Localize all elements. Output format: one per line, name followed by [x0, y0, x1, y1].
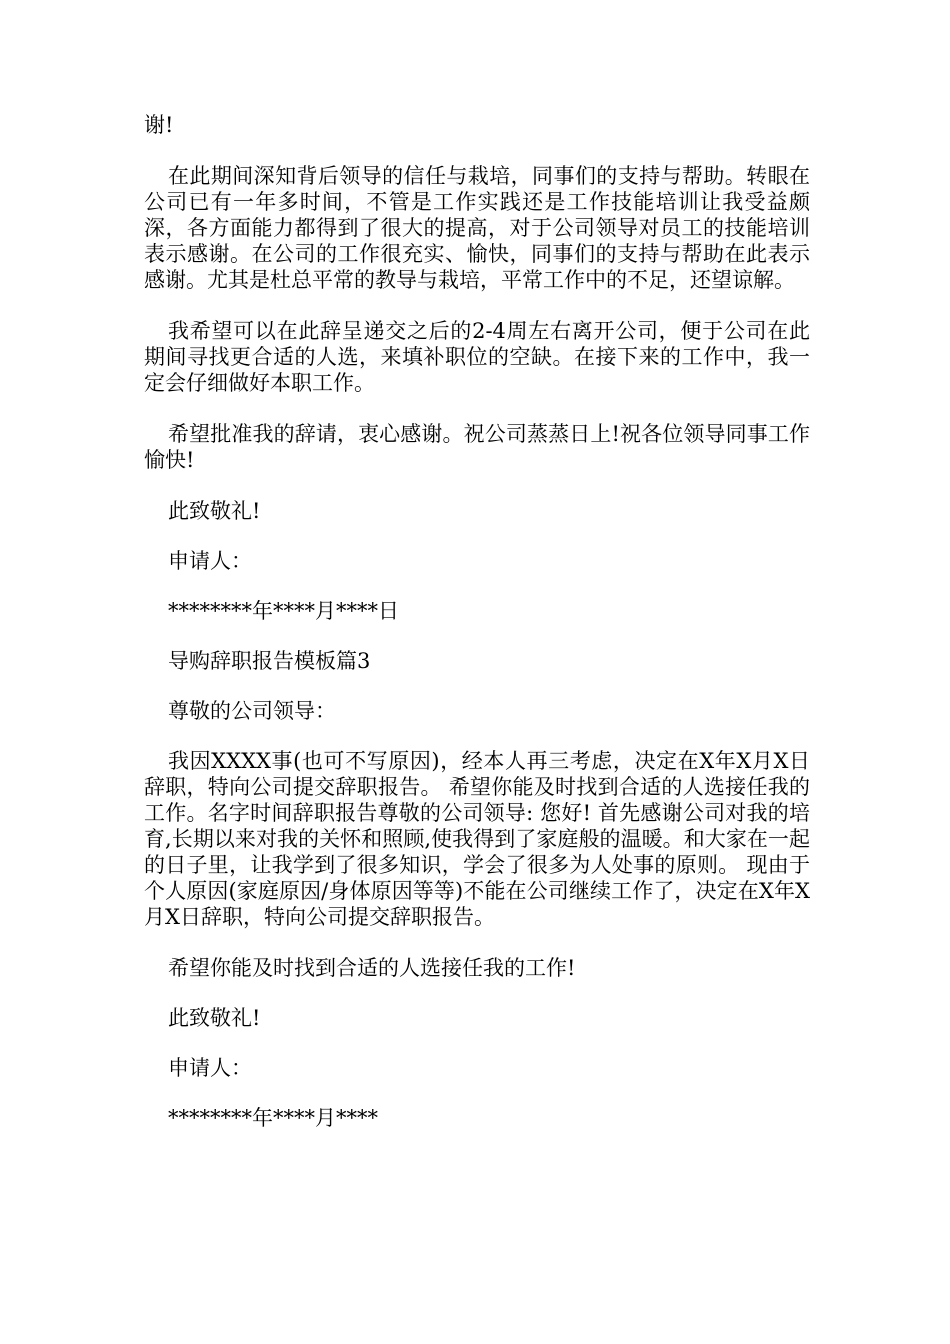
paragraph-gratitude: 在此期间深知背后领导的信任与栽培，同事们的支持与帮助。转眼在公司已有一年多时间，不管是工作实践还是工作技能培训让我受益颇深，各方面能力都得到了很大的提高，对于公司领导对员工的技能培训表示感谢。在公司的工作很充实、愉快，同事们的支持与帮助在此表示感谢。尤其是杜总平常的教导与栽培，平常工作中的不足，还望谅解。 [144, 164, 810, 292]
salutation: 尊敬的公司领导： [168, 699, 336, 723]
closing-salutation: 此致敬礼! [168, 499, 261, 523]
applicant-label-2: 申请人： [168, 1056, 252, 1080]
applicant-label: 申请人： [168, 549, 252, 573]
document-page [144, 112, 810, 1155]
paragraph-resignation-body: 我因XXXX事(也可不写原因)，经本人再三考虑，决定在X年X月X日辞职，特向公司提交辞职报告。 希望你能及时找到合适的人选接任我的工作。名字时间辞职报告尊敬的公司领导: 您好! 首先感谢公司对我的培育,长期以来对我的关怀和照顾,使我得到了家庭般的温暖。和大家在一起的日子里，让我学到了很多知识，学会了很多为人处事的原则。 现由于个人原因(家庭原因/身体原因等等)不能在公司继续工作了，决定在X年X月X日辞职，特向公司提交辞职报告。 [144, 749, 810, 929]
paragraph-approval-request: 希望批准我的辞请，衷心感谢。祝公司蒸蒸日上!祝各位领导同事工作愉快! [144, 422, 810, 472]
date-line: ********年****月****日 [168, 599, 399, 623]
closing-salutation-2: 此致敬礼! [168, 1006, 261, 1030]
paragraph-hope: 希望你能及时找到合适的人选接任我的工作! [168, 956, 576, 980]
date-line-2: ********年****月**** [168, 1106, 378, 1130]
paragraph-continuation: 谢! [144, 113, 174, 137]
paragraph-notice-period: 我希望可以在此辞呈递交之后的2-4周左右离开公司，便于公司在此期间寻找更合适的人选，来填补职位的空缺。在接下来的工作中，我一定会仔细做好本职工作。 [144, 319, 810, 395]
section-heading: 导购辞职报告模板篇3 [168, 649, 371, 673]
